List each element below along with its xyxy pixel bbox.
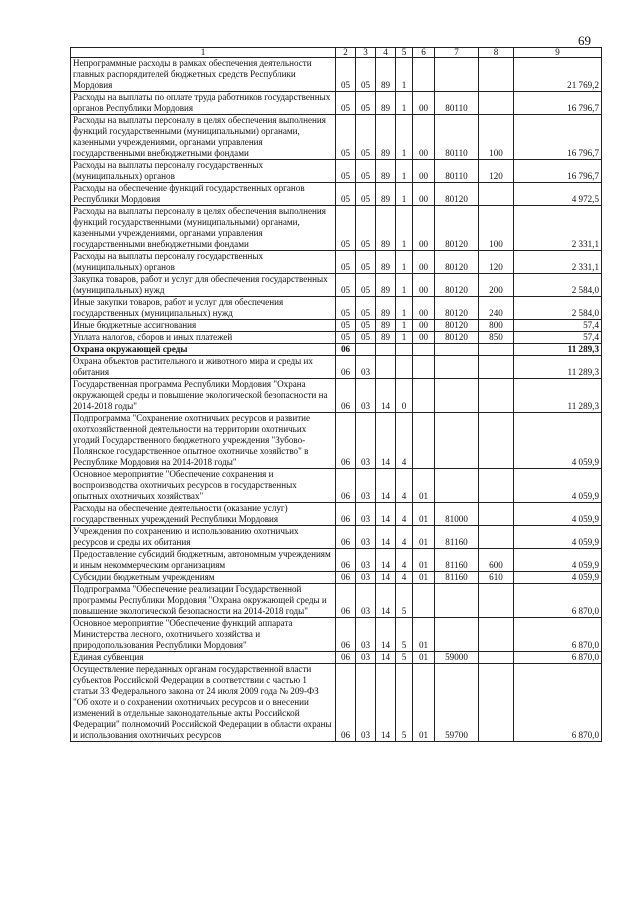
code-cell: 05 bbox=[336, 92, 356, 115]
code-cell: 1 bbox=[396, 160, 413, 183]
code-cell: 03 bbox=[356, 664, 376, 742]
code-cell: 05 bbox=[356, 274, 376, 297]
column-header: 8 bbox=[479, 48, 514, 58]
code-cell: 03 bbox=[356, 572, 376, 584]
column-header: 1 bbox=[71, 48, 336, 58]
code-cell: 05 bbox=[356, 332, 376, 344]
code-cell: 240 bbox=[479, 297, 514, 320]
code-cell: 89 bbox=[376, 115, 396, 160]
code-cell: 14 bbox=[376, 469, 396, 503]
code-cell: 03 bbox=[356, 469, 376, 503]
code-cell bbox=[435, 618, 479, 652]
code-cell bbox=[479, 618, 514, 652]
table-row bbox=[71, 652, 602, 664]
code-cell: 00 bbox=[413, 332, 435, 344]
code-cell bbox=[356, 344, 376, 356]
code-cell: 05 bbox=[356, 251, 376, 274]
code-cell: 06 bbox=[336, 344, 356, 356]
code-cell: 14 bbox=[376, 584, 396, 618]
row-name-cell: Единая субвенция bbox=[71, 652, 336, 664]
amount-cell: 6 870,0 bbox=[514, 584, 602, 618]
code-cell: 00 bbox=[413, 206, 435, 251]
code-cell: 03 bbox=[356, 584, 376, 618]
row-name-cell: Расходы на выплаты персоналу государственных (муниципальных) органов bbox=[71, 251, 336, 274]
column-header: 7 bbox=[435, 48, 479, 58]
row-name-cell: Расходы на обеспечение функций государственных органов Республики Мордовия bbox=[71, 183, 336, 206]
code-cell: 05 bbox=[356, 183, 376, 206]
code-cell: 800 bbox=[479, 320, 514, 332]
table-row bbox=[71, 274, 602, 297]
amount-cell: 4 059,9 bbox=[514, 526, 602, 549]
code-cell: 610 bbox=[479, 572, 514, 584]
column-header: 6 bbox=[413, 48, 435, 58]
code-cell: 14 bbox=[376, 503, 396, 526]
code-cell: 14 bbox=[376, 526, 396, 549]
table-row bbox=[71, 549, 602, 572]
code-cell: 06 bbox=[336, 664, 356, 742]
code-cell: 00 bbox=[413, 274, 435, 297]
table-row bbox=[71, 332, 602, 344]
code-cell: 4 bbox=[396, 503, 413, 526]
code-cell: 600 bbox=[479, 549, 514, 572]
code-cell: 06 bbox=[336, 469, 356, 503]
amount-cell: 11 289,3 bbox=[514, 356, 602, 379]
budget-table bbox=[70, 47, 602, 742]
table-row bbox=[71, 379, 602, 413]
amount-cell: 4 059,9 bbox=[514, 503, 602, 526]
table-row bbox=[71, 160, 602, 183]
row-name-cell: Закупка товаров, работ и услуг для обеспечения государственных (муниципальных) нужд bbox=[71, 274, 336, 297]
code-cell bbox=[479, 503, 514, 526]
code-cell bbox=[435, 413, 479, 469]
code-cell: 5 bbox=[396, 618, 413, 652]
code-cell: 01 bbox=[413, 572, 435, 584]
code-cell bbox=[396, 356, 413, 379]
code-cell: 200 bbox=[479, 274, 514, 297]
amount-cell: 11 289,3 bbox=[514, 379, 602, 413]
amount-cell: 57,4 bbox=[514, 320, 602, 332]
amount-cell: 16 796,7 bbox=[514, 160, 602, 183]
code-cell: 03 bbox=[356, 379, 376, 413]
code-cell: 89 bbox=[376, 251, 396, 274]
table-row bbox=[71, 183, 602, 206]
code-cell: 59000 bbox=[435, 652, 479, 664]
table-row bbox=[71, 251, 602, 274]
table-row bbox=[71, 206, 602, 251]
code-cell: 05 bbox=[336, 274, 356, 297]
table-row bbox=[71, 526, 602, 549]
table-row bbox=[71, 584, 602, 618]
amount-cell: 16 796,7 bbox=[514, 115, 602, 160]
code-cell bbox=[435, 344, 479, 356]
code-cell: 81160 bbox=[435, 526, 479, 549]
code-cell: 14 bbox=[376, 652, 396, 664]
code-cell: 5 bbox=[396, 584, 413, 618]
code-cell: 14 bbox=[376, 549, 396, 572]
code-cell: 05 bbox=[336, 251, 356, 274]
code-cell: 89 bbox=[376, 274, 396, 297]
code-cell: 03 bbox=[356, 618, 376, 652]
code-cell bbox=[413, 58, 435, 92]
code-cell: 05 bbox=[356, 320, 376, 332]
code-cell: 4 bbox=[396, 549, 413, 572]
table-row bbox=[71, 92, 602, 115]
code-cell: 05 bbox=[356, 297, 376, 320]
code-cell: 01 bbox=[413, 549, 435, 572]
code-cell bbox=[479, 58, 514, 92]
code-cell: 03 bbox=[356, 356, 376, 379]
code-cell: 100 bbox=[479, 206, 514, 251]
code-cell bbox=[479, 92, 514, 115]
code-cell: 80110 bbox=[435, 115, 479, 160]
code-cell: 00 bbox=[413, 320, 435, 332]
code-cell: 1 bbox=[396, 92, 413, 115]
table-row bbox=[71, 115, 602, 160]
code-cell: 80120 bbox=[435, 332, 479, 344]
amount-cell: 6 870,0 bbox=[514, 664, 602, 742]
code-cell: 80110 bbox=[435, 160, 479, 183]
code-cell bbox=[479, 183, 514, 206]
code-cell bbox=[396, 344, 413, 356]
amount-cell: 11 289,3 bbox=[514, 344, 602, 356]
code-cell: 06 bbox=[336, 618, 356, 652]
code-cell bbox=[435, 58, 479, 92]
code-cell: 05 bbox=[336, 58, 356, 92]
code-cell bbox=[376, 356, 396, 379]
code-cell: 1 bbox=[396, 115, 413, 160]
row-name-cell: Охрана объектов растительного и животного мира и среды их обитания bbox=[71, 356, 336, 379]
code-cell: 81160 bbox=[435, 549, 479, 572]
code-cell bbox=[435, 356, 479, 379]
code-cell: 05 bbox=[356, 160, 376, 183]
code-cell: 80120 bbox=[435, 320, 479, 332]
code-cell bbox=[479, 584, 514, 618]
code-cell: 00 bbox=[413, 115, 435, 160]
code-cell: 120 bbox=[479, 251, 514, 274]
code-cell: 89 bbox=[376, 332, 396, 344]
code-cell: 80110 bbox=[435, 92, 479, 115]
code-cell: 05 bbox=[336, 332, 356, 344]
row-name-cell: Осуществление переданных органам государственной власти субъектов Российской Федерации в соответствии с частью 1 статьи 33 Федерального закона от 24 июля 2009 года № 209-ФЗ "Об охоте и о сохранении охотничьих ресурсов и о внесении изменений в отдельные законодательные акты Российской Федерации" полномочий Российской Федерации в области охраны и использования охотничьих ресурсов bbox=[71, 664, 336, 742]
code-cell: 4 bbox=[396, 413, 413, 469]
code-cell bbox=[413, 344, 435, 356]
code-cell: 1 bbox=[396, 320, 413, 332]
code-cell: 03 bbox=[356, 526, 376, 549]
code-cell: 06 bbox=[336, 413, 356, 469]
code-cell: 81000 bbox=[435, 503, 479, 526]
column-header: 3 bbox=[356, 48, 376, 58]
code-cell: 06 bbox=[336, 572, 356, 584]
code-cell: 80120 bbox=[435, 274, 479, 297]
code-cell bbox=[479, 526, 514, 549]
row-name-cell: Государственная программа Республики Мордовия "Охрана окружающей среды и повышение экологической безопасности на 2014-2018 годы" bbox=[71, 379, 336, 413]
code-cell: 1 bbox=[396, 206, 413, 251]
code-cell: 1 bbox=[396, 58, 413, 92]
column-header: 2 bbox=[336, 48, 356, 58]
row-name-cell: Расходы на выплаты по оплате труда работников государственных органов Республики Мордовия bbox=[71, 92, 336, 115]
code-cell: 05 bbox=[356, 115, 376, 160]
code-cell: 89 bbox=[376, 206, 396, 251]
table-row bbox=[71, 664, 602, 742]
amount-cell: 6 870,0 bbox=[514, 618, 602, 652]
code-cell: 00 bbox=[413, 92, 435, 115]
code-cell bbox=[376, 344, 396, 356]
table-header-row bbox=[71, 48, 602, 58]
code-cell: 14 bbox=[376, 664, 396, 742]
code-cell: 14 bbox=[376, 618, 396, 652]
code-cell: 80120 bbox=[435, 183, 479, 206]
code-cell: 05 bbox=[336, 206, 356, 251]
amount-cell: 4 059,9 bbox=[514, 469, 602, 503]
amount-cell: 4 059,9 bbox=[514, 413, 602, 469]
code-cell bbox=[479, 652, 514, 664]
amount-cell: 6 870,0 bbox=[514, 652, 602, 664]
code-cell: 05 bbox=[336, 297, 356, 320]
table-row bbox=[71, 297, 602, 320]
code-cell: 03 bbox=[356, 652, 376, 664]
code-cell: 06 bbox=[336, 503, 356, 526]
code-cell: 03 bbox=[356, 503, 376, 526]
amount-cell: 4 972,5 bbox=[514, 183, 602, 206]
code-cell bbox=[435, 469, 479, 503]
table-row bbox=[71, 356, 602, 379]
amount-cell: 16 796,7 bbox=[514, 92, 602, 115]
table-row bbox=[71, 58, 602, 92]
code-cell: 01 bbox=[413, 652, 435, 664]
code-cell: 06 bbox=[336, 549, 356, 572]
code-cell: 80120 bbox=[435, 297, 479, 320]
row-name-cell: Расходы на обеспечение деятельности (оказание услуг) государственных учреждений Республики Мордовия bbox=[71, 503, 336, 526]
code-cell: 0 bbox=[396, 379, 413, 413]
code-cell: 01 bbox=[413, 503, 435, 526]
code-cell: 81160 bbox=[435, 572, 479, 584]
table-row bbox=[71, 618, 602, 652]
column-header: 9 bbox=[514, 48, 602, 58]
row-name-cell: Охрана окружающей среды bbox=[71, 344, 336, 356]
code-cell: 1 bbox=[396, 332, 413, 344]
table-body bbox=[71, 58, 602, 742]
code-cell: 120 bbox=[479, 160, 514, 183]
code-cell: 06 bbox=[336, 379, 356, 413]
code-cell: 06 bbox=[336, 652, 356, 664]
code-cell bbox=[479, 356, 514, 379]
code-cell: 5 bbox=[396, 664, 413, 742]
code-cell bbox=[413, 379, 435, 413]
code-cell: 05 bbox=[336, 320, 356, 332]
code-cell: 00 bbox=[413, 160, 435, 183]
code-cell bbox=[413, 584, 435, 618]
amount-cell: 2 331,1 bbox=[514, 251, 602, 274]
code-cell: 14 bbox=[376, 572, 396, 584]
row-name-cell: Подпрограмма "Обеспечение реализации Государственной программы Республики Мордовия "Охрана окружающей среды и повышение экологической безопасности на 2014-2018 годы" bbox=[71, 584, 336, 618]
row-name-cell: Расходы на выплаты персоналу в целях обеспечения выполнения функций государственными (муниципальными) органами, казенными учреждениями, органами управления государственными внебюджетными фондами bbox=[71, 115, 336, 160]
code-cell: 89 bbox=[376, 58, 396, 92]
code-cell bbox=[413, 413, 435, 469]
code-cell: 01 bbox=[413, 526, 435, 549]
code-cell bbox=[413, 356, 435, 379]
code-cell: 5 bbox=[396, 652, 413, 664]
code-cell: 05 bbox=[356, 206, 376, 251]
code-cell bbox=[479, 379, 514, 413]
code-cell: 100 bbox=[479, 115, 514, 160]
amount-cell: 21 769,2 bbox=[514, 58, 602, 92]
code-cell bbox=[435, 379, 479, 413]
code-cell: 01 bbox=[413, 469, 435, 503]
amount-cell: 57,4 bbox=[514, 332, 602, 344]
code-cell: 89 bbox=[376, 160, 396, 183]
row-name-cell: Иные бюджетные ассигнования bbox=[71, 320, 336, 332]
column-header: 5 bbox=[396, 48, 413, 58]
code-cell: 06 bbox=[336, 356, 356, 379]
table-row bbox=[71, 572, 602, 584]
amount-cell: 2 584,0 bbox=[514, 297, 602, 320]
row-name-cell: Расходы на выплаты персоналу в целях обеспечения выполнения функций государственными (муниципальными) органами, казенными учреждениями, органами управления государственными внебюджетными фондами bbox=[71, 206, 336, 251]
row-name-cell: Основное мероприятие "Обеспечение функций аппарата Министерства лесного, охотничьего хозяйства и природопользования Республики Мордовия" bbox=[71, 618, 336, 652]
code-cell: 850 bbox=[479, 332, 514, 344]
code-cell: 1 bbox=[396, 297, 413, 320]
code-cell: 05 bbox=[336, 160, 356, 183]
code-cell bbox=[479, 413, 514, 469]
code-cell: 06 bbox=[336, 584, 356, 618]
code-cell: 89 bbox=[376, 320, 396, 332]
table-row bbox=[71, 413, 602, 469]
code-cell: 4 bbox=[396, 526, 413, 549]
amount-cell: 2 331,1 bbox=[514, 206, 602, 251]
table-row bbox=[71, 469, 602, 503]
row-name-cell: Учреждения по сохранению и использованию охотничьих ресурсов и среды их обитания bbox=[71, 526, 336, 549]
row-name-cell: Основное мероприятие "Обеспечение сохранения и воспроизводства охотничьих ресурсов в государственных опытных охотничьих хозяйствах" bbox=[71, 469, 336, 503]
code-cell: 4 bbox=[396, 469, 413, 503]
row-name-cell: Уплата налогов, сборов и иных платежей bbox=[71, 332, 336, 344]
code-cell: 80120 bbox=[435, 251, 479, 274]
code-cell: 06 bbox=[336, 526, 356, 549]
code-cell: 01 bbox=[413, 664, 435, 742]
code-cell bbox=[479, 469, 514, 503]
code-cell bbox=[435, 584, 479, 618]
code-cell: 59700 bbox=[435, 664, 479, 742]
amount-cell: 4 059,9 bbox=[514, 549, 602, 572]
amount-cell: 4 059,9 bbox=[514, 572, 602, 584]
code-cell: 01 bbox=[413, 618, 435, 652]
code-cell: 4 bbox=[396, 572, 413, 584]
code-cell: 89 bbox=[376, 92, 396, 115]
amount-cell: 2 584,0 bbox=[514, 274, 602, 297]
table-row bbox=[71, 503, 602, 526]
code-cell: 89 bbox=[376, 297, 396, 320]
code-cell: 05 bbox=[336, 115, 356, 160]
column-header: 4 bbox=[376, 48, 396, 58]
row-name-cell: Непрограммные расходы в рамках обеспечения деятельности главных распорядителей бюджетных средств Республики Мордовия bbox=[71, 58, 336, 92]
code-cell: 14 bbox=[376, 413, 396, 469]
code-cell: 05 bbox=[336, 183, 356, 206]
code-cell: 1 bbox=[396, 274, 413, 297]
row-name-cell: Иные закупки товаров, работ и услуг для обеспечения государственных (муниципальных) нужд bbox=[71, 297, 336, 320]
code-cell: 00 bbox=[413, 251, 435, 274]
page-number: 69 bbox=[578, 33, 591, 48]
code-cell: 80120 bbox=[435, 206, 479, 251]
code-cell: 00 bbox=[413, 183, 435, 206]
code-cell: 00 bbox=[413, 297, 435, 320]
code-cell: 14 bbox=[376, 379, 396, 413]
code-cell bbox=[479, 664, 514, 742]
code-cell: 1 bbox=[396, 183, 413, 206]
code-cell: 89 bbox=[376, 183, 396, 206]
code-cell: 03 bbox=[356, 413, 376, 469]
code-cell: 05 bbox=[356, 92, 376, 115]
row-name-cell: Субсидии бюджетным учреждениям bbox=[71, 572, 336, 584]
row-name-cell: Расходы на выплаты персоналу государственных (муниципальных) органов bbox=[71, 160, 336, 183]
code-cell: 05 bbox=[356, 58, 376, 92]
table-row bbox=[71, 320, 602, 332]
code-cell bbox=[479, 344, 514, 356]
table-row bbox=[71, 344, 602, 356]
row-name-cell: Предоставление субсидий бюджетным, автономным учреждениям и иным некоммерческим организациям bbox=[71, 549, 336, 572]
code-cell: 03 bbox=[356, 549, 376, 572]
code-cell: 1 bbox=[396, 251, 413, 274]
row-name-cell: Подпрограмма "Сохранение охотничьих ресурсов и развитие охотхозяйственной деятельности на территории охотничьих угодий Государственного бюджетного учреждения "Зубово-Полянское государственное опытное охотничье хозяйство" в Республике Мордовия на 2014-2018 годы" bbox=[71, 413, 336, 469]
